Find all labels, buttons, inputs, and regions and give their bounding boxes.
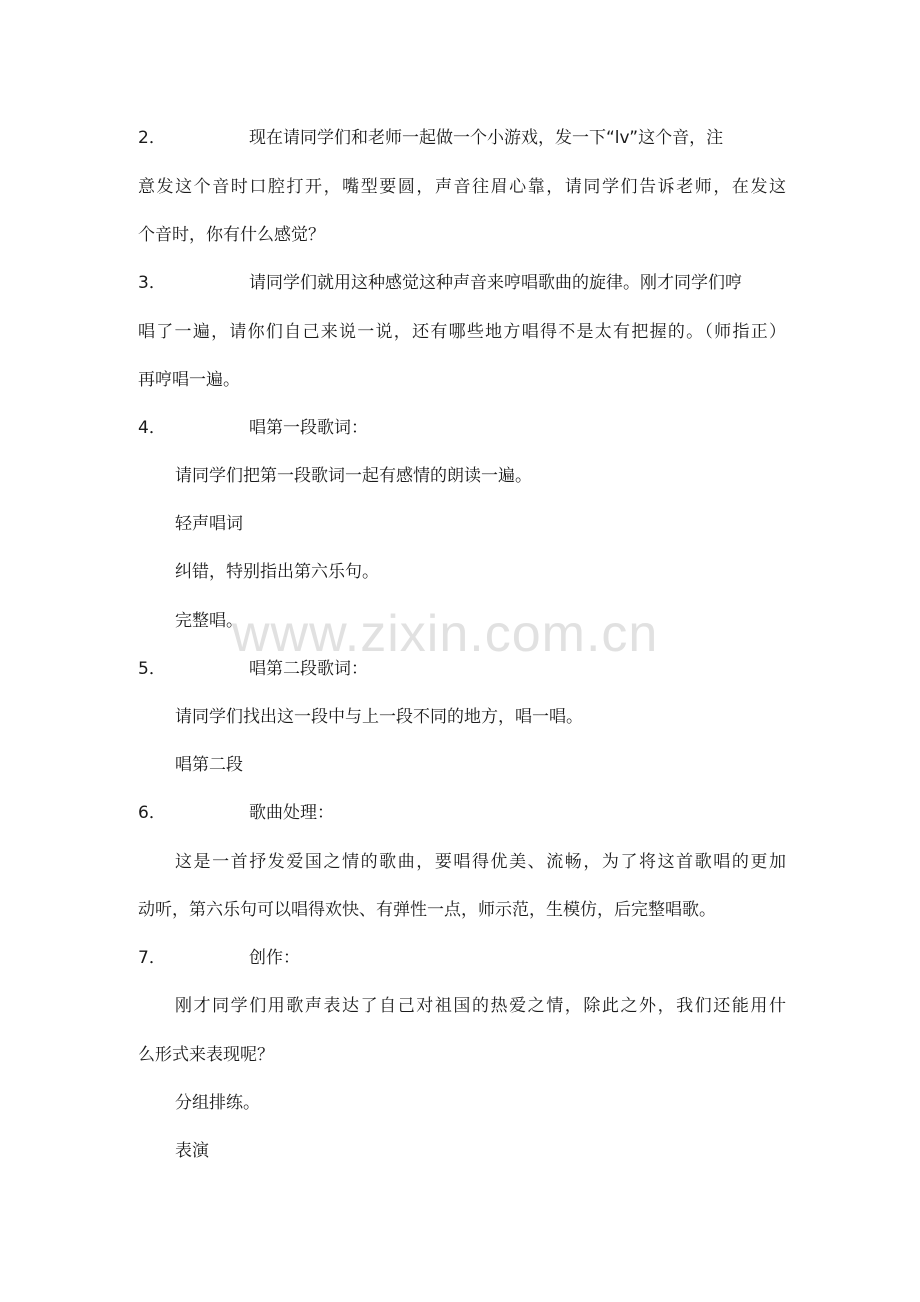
item-heading: 唱第一段歌词： xyxy=(249,418,368,438)
item-number: 3． xyxy=(138,273,166,293)
sub-step: 分组排练。 xyxy=(175,1093,260,1113)
item-heading: 唱第二段歌词： xyxy=(249,659,368,679)
paragraph-line: 意发这个音时口腔打开，嘴型要圆，声音往眉心靠，请同学们告诉老师，在发这 xyxy=(138,177,786,197)
sub-step: 轻声唱词 xyxy=(175,514,243,534)
item-number: 4． xyxy=(138,418,166,438)
paragraph-line: 动听，第六乐句可以唱得欢快、有弹性一点，师示范，生模仿，后完整唱歌。 xyxy=(138,900,716,920)
item-number: 5． xyxy=(138,659,166,679)
sub-step: 表演 xyxy=(175,1141,209,1161)
item-heading: 请同学们就用这种感觉这种声音来哼唱歌曲的旋律。刚才同学们哼 xyxy=(249,273,742,293)
item-number: 6． xyxy=(138,803,166,823)
sub-step: 唱第二段 xyxy=(175,755,243,775)
sub-step: 纠错，特别指出第六乐句。 xyxy=(175,562,379,582)
paragraph-line: 唱了一遍，请你们自己来说一说，还有哪些地方唱得不是太有把握的。（师指正） xyxy=(138,322,786,342)
sub-step: 请同学们找出这一段中与上一段不同的地方，唱一唱。 xyxy=(175,707,583,727)
item-heading: 创作： xyxy=(249,948,300,968)
item-number: 7． xyxy=(138,948,166,968)
watermark: www.zixin.com.cn xyxy=(232,605,659,663)
sub-step: 完整唱。 xyxy=(175,611,243,631)
paragraph-line: 再哼唱一遍。 xyxy=(138,370,240,390)
sub-step: 请同学们把第一段歌词一起有感情的朗读一遍。 xyxy=(175,466,532,486)
paragraph-line: 个音时，你有什么感觉？ xyxy=(138,225,325,245)
item-number: 2． xyxy=(138,128,166,148)
item-heading: 歌曲处理： xyxy=(249,803,334,823)
sub-step: 这是一首抒发爱国之情的歌曲，要唱得优美、流畅，为了将这首歌唱的更加 xyxy=(175,852,786,872)
sub-step: 刚才同学们用歌声表达了自己对祖国的热爱之情，除此之外，我们还能用什 xyxy=(175,996,786,1016)
item-heading: 现在请同学们和老师一起做一个小游戏，发一下“lv”这个音，注 xyxy=(249,128,724,148)
paragraph-line: 么形式来表现呢？ xyxy=(138,1045,274,1065)
